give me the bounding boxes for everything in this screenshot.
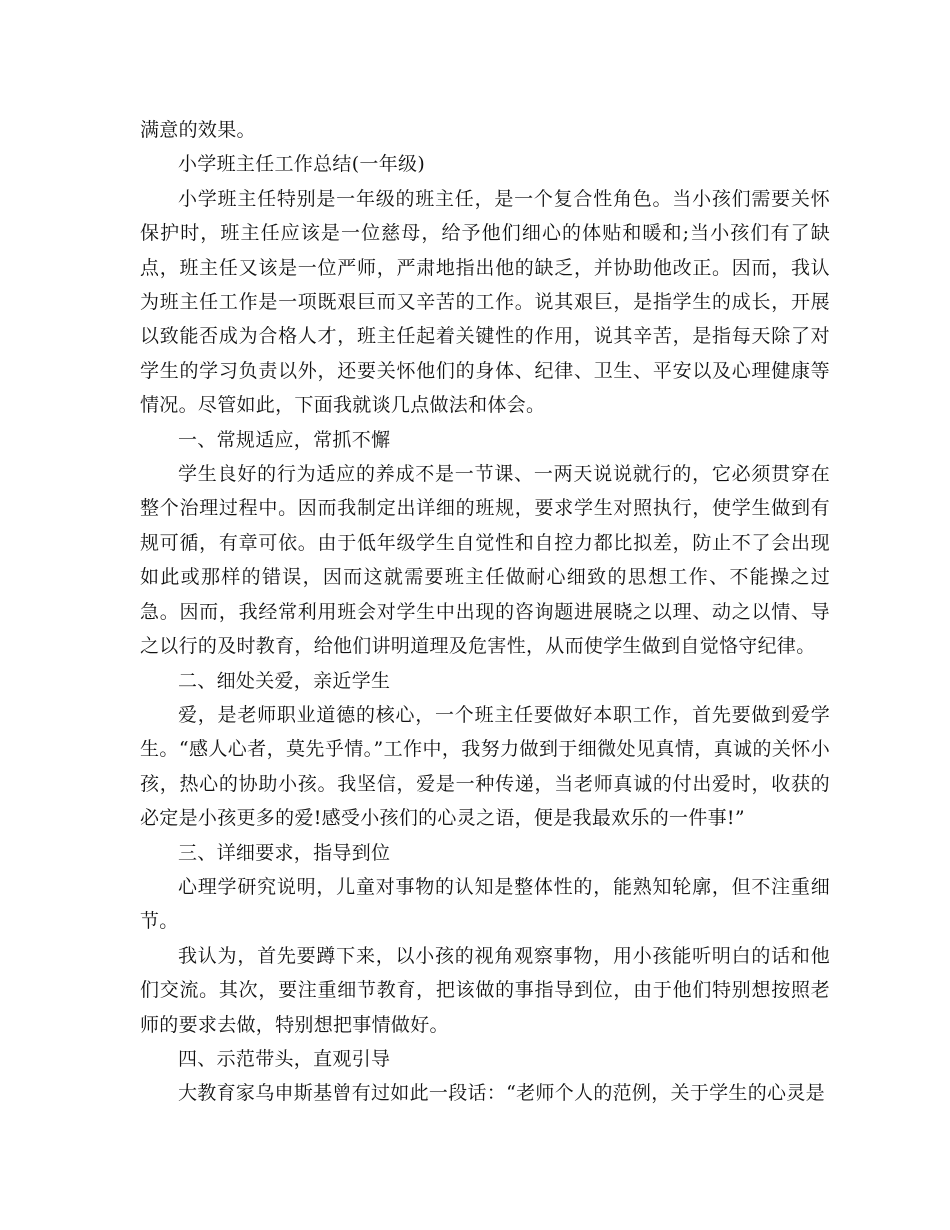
document-body bbox=[140, 113, 830, 1111]
section-heading-4: 四、示范带头，直观引导 bbox=[178, 1047, 391, 1070]
section-heading-2: 二、细处关爱，亲近学生 bbox=[178, 669, 391, 692]
section-3-paragraph-2: 我认为，首先要蹲下来，以小孩的视角观察事物，用小孩能听明白的话和他们交流。其次，要注重细节教育，把该做的事指导到位，由于他们特别想按照老师的要求去做，特别想把事情做好。 bbox=[140, 944, 830, 1036]
section-heading-1: 一、常规适应，常抓不懈 bbox=[178, 428, 391, 451]
intro-paragraph: 小学班主任特别是一年级的班主任，是一个复合性角色。当小孩们需要关怀保护时，班主任应该是一位慈母，给予他们细心的体贴和暖和;当小孩们有了缺点，班主任又该是一位严师，严肃地指出他的缺乏，并协助他改正。因而，我认为班主任工作是一项既艰巨而又辛苦的工作。说其艰巨，是指学生的成长，开展以致能否成为合格人才，班主任起着关键性的作用，说其辛苦，是指每天除了对学生的学习负责以外，还要关怀他们的身体、纪律、卫生、平安以及心理健康等情况。尽管如此，下面我就谈几点做法和体会。 bbox=[140, 187, 830, 417]
section-1-paragraph: 学生良好的行为适应的养成不是一节课、一两天说说就行的，它必须贯穿在整个治理过程中。因而我制定出详细的班规，要求学生对照执行，使学生做到有规可循，有章可依。由于低年级学生自觉性和自控力都比拟差，防止不了会出现如此或那样的错误，因而这就需要班主任做耐心细致的思想工作、不能操之过急。因而，我经常利用班会对学生中出现的咨询题进展晓之以理、动之以情、导之以行的及时教育，给他们讲明道理及危害性，从而使学生做到自觉恪守纪律。 bbox=[140, 463, 830, 658]
section-2-paragraph: 爱，是老师职业道德的核心，一个班主任要做好本职工作，首先要做到爱学生。“感人心者，莫先乎情。”工作中，我努力做到于细微处见真情，真诚的关怀小孩，热心的协助小孩。我坚信，爱是一种传递，当老师真诚的付出爱时，收获的必定是小孩更多的爱!感受小孩们的心灵之语，便是我最欢乐的一件事!” bbox=[140, 703, 830, 830]
continuation-line: 满意的效果。 bbox=[140, 119, 256, 141]
section-3-paragraph-1: 心理学研究说明，儿童对事物的认知是整体性的，能熟知轮廓，但不注重细节。 bbox=[140, 875, 830, 933]
section-heading-3: 三、详细要求，指导到位 bbox=[178, 841, 391, 864]
document-title: 小学班主任工作总结(一年级) bbox=[178, 153, 426, 176]
section-4-paragraph: 大教育家乌申斯基曾有过如此一段话：“老师个人的范例，关于学生的心灵是 bbox=[178, 1082, 825, 1105]
